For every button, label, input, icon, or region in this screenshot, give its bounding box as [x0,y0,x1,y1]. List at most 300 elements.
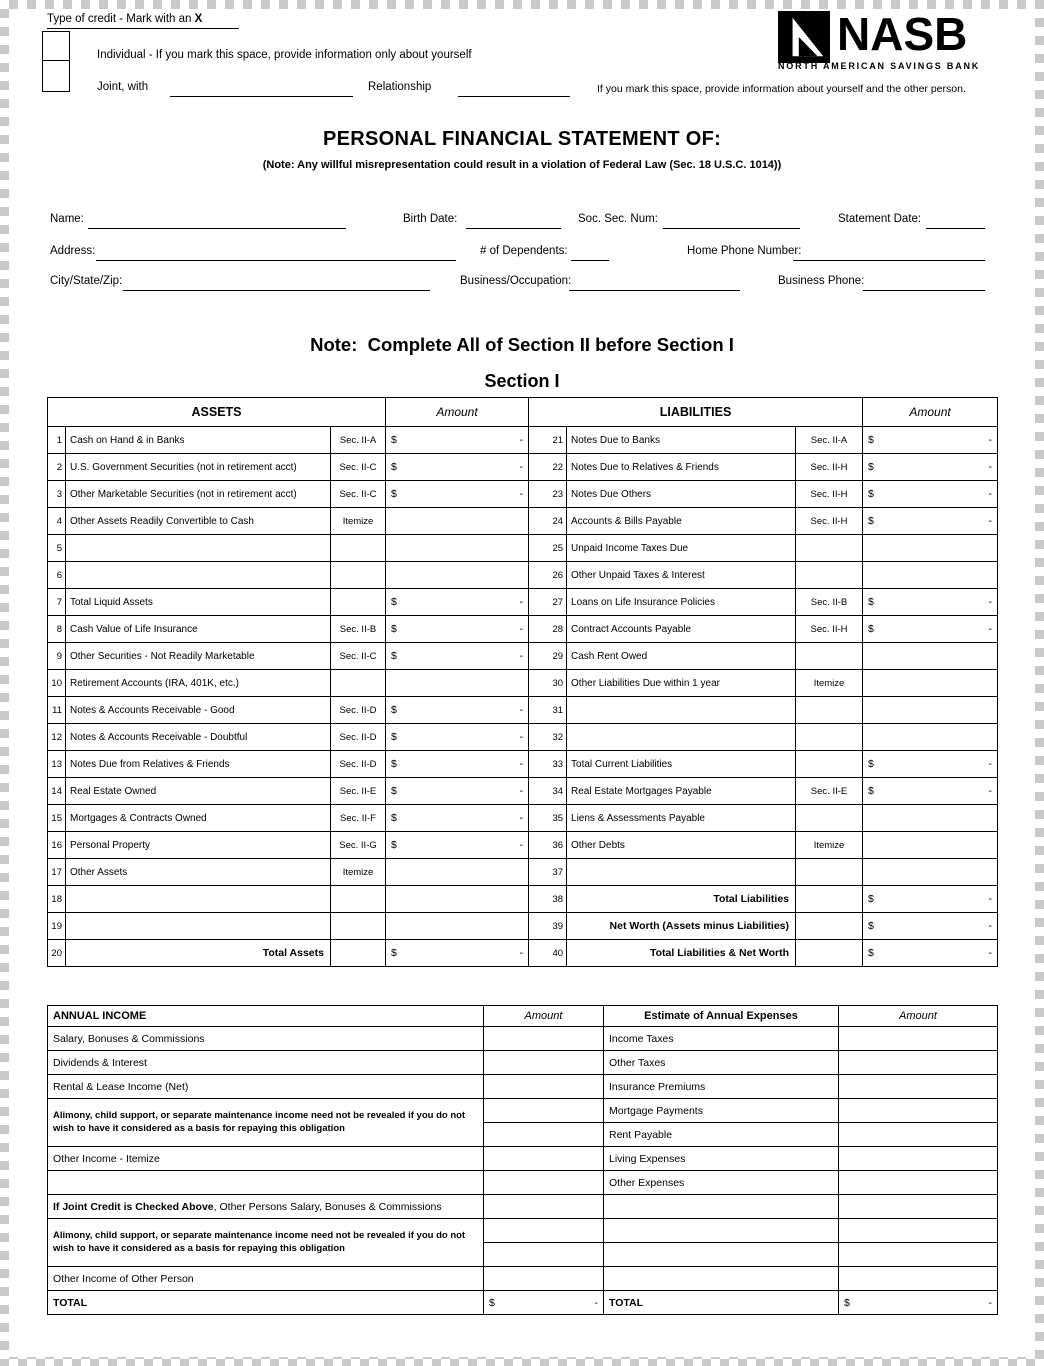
empty-amount-dash: - [519,947,524,959]
expense-amount-cell[interactable] [839,1219,998,1243]
income-row [48,1051,998,1075]
liability-row-label: Notes Due Others [567,481,796,508]
asset-amount-cell[interactable] [386,616,529,643]
expense-label [604,1195,839,1219]
expense-label: Living Expenses [604,1147,839,1171]
section1-row [48,643,998,670]
income-header-row [48,1006,998,1027]
expense-amount-cell[interactable] [839,1195,998,1219]
asset-sec-ref: Sec. II-C [331,643,386,670]
liability-row-label: Net Worth (Assets minus Liabilities) [567,913,796,940]
asset-row-number: 18 [48,886,66,913]
asset-row-number: 14 [48,778,66,805]
relationship-label: Relationship [368,81,432,93]
asset-row-number: 13 [48,751,66,778]
section1-row [48,832,998,859]
income-amount-cell[interactable] [484,1099,604,1123]
empty-amount-dash: - [594,1296,598,1309]
asset-sec-ref [331,886,386,913]
liability-sec-ref: Sec. II-E [796,778,863,805]
liability-row-number: 30 [529,670,567,697]
asset-amount-cell[interactable] [386,913,529,940]
liability-row-label: Other Unpaid Taxes & Interest [567,562,796,589]
asset-amount-cell[interactable] [386,724,529,751]
liability-amount-cell[interactable] [863,697,998,724]
liability-amount-cell[interactable] [863,481,998,508]
relationship-input-line[interactable] [458,96,570,97]
expense-amount-cell[interactable] [839,1075,998,1099]
income-amount-cell[interactable] [484,1291,604,1315]
liability-row-label: Notes Due to Relatives & Friends [567,454,796,481]
dependents-label: # of Dependents: [480,245,568,257]
expense-amount-cell[interactable] [839,1027,998,1051]
liability-sec-ref: Sec. II-H [796,454,863,481]
annual-expenses-header: Estimate of Annual Expenses [604,1006,839,1027]
asset-sec-ref: Sec. II-G [331,832,386,859]
section1-table [47,397,998,967]
asset-row-label [66,913,331,940]
annual-income-expenses-table [47,1005,998,1315]
liability-row-label: Contract Accounts Payable [567,616,796,643]
occupation-label: Business/Occupation: [460,275,572,287]
empty-amount-dash: - [519,650,524,662]
form-page [9,9,1035,1357]
address-input-line[interactable] [96,260,456,261]
expense-amount-cell[interactable] [839,1291,998,1315]
section1-row [48,589,998,616]
empty-amount-dash: - [988,515,993,527]
liability-sec-ref: Itemize [796,832,863,859]
ssn-label: Soc. Sec. Num: [578,213,658,225]
income-label [48,1171,484,1195]
liability-row-label: Real Estate Mortgages Payable [567,778,796,805]
section1-row [48,778,998,805]
individual-checkbox[interactable] [42,31,70,61]
joint-label: Joint, with [97,81,149,93]
liability-row-number: 28 [529,616,567,643]
income-row [48,1171,998,1195]
assets-amount-header: Amount [386,398,529,427]
statement-date-input-line[interactable] [926,228,985,229]
asset-amount-cell[interactable] [386,643,529,670]
liability-sec-ref: Sec. II-H [796,481,863,508]
currency-symbol: $ [391,947,397,959]
section1-table-body [48,427,998,967]
liability-amount-cell[interactable] [863,562,998,589]
nasb-logotype: NASB [837,9,968,60]
asset-sec-ref: Sec. II-B [331,616,386,643]
liability-amount-cell[interactable] [863,886,998,913]
asset-row-label: Other Assets Readily Convertible to Cash [66,508,331,535]
liability-sec-ref [796,940,863,967]
income-label: Alimony, child support, or separate maintenance income need not be revealed if you do not wish to have it considered as a basis for repaying this obligation [48,1219,484,1267]
liability-sec-ref [796,535,863,562]
expense-label [604,1219,839,1243]
nasb-logo-subtext: NORTH AMERICAN SAVINGS BANK [778,61,981,71]
currency-symbol: $ [391,488,397,500]
currency-symbol: $ [391,704,397,716]
asset-row-label: Total Liquid Assets [66,589,331,616]
income-amount-cell[interactable] [484,1147,604,1171]
asset-sec-ref [331,670,386,697]
liability-row-label: Liens & Assessments Payable [567,805,796,832]
liability-amount-cell[interactable] [863,751,998,778]
asset-row-number: 6 [48,562,66,589]
income-label: Other Income of Other Person [48,1267,484,1291]
income-amount-cell[interactable] [484,1027,604,1051]
liability-amount-cell[interactable] [863,508,998,535]
asset-row-label: Notes & Accounts Receivable - Good [66,697,331,724]
dependents-input-line[interactable] [571,260,609,261]
liability-amount-cell[interactable] [863,940,998,967]
name-input-line[interactable] [88,228,346,229]
income-row [48,1027,998,1051]
section1-row [48,697,998,724]
liability-amount-cell[interactable] [863,589,998,616]
assets-header: ASSETS [48,398,386,427]
empty-amount-dash: - [988,461,993,473]
liability-amount-cell[interactable] [863,616,998,643]
income-amount-cell[interactable] [484,1051,604,1075]
asset-sec-ref: Sec. II-F [331,805,386,832]
asset-amount-cell[interactable] [386,778,529,805]
empty-amount-dash: - [988,434,993,446]
expense-label: Other Taxes [604,1051,839,1075]
income-row [48,1195,998,1219]
empty-amount-dash: - [519,812,524,824]
income-amount-cell[interactable] [484,1219,604,1243]
asset-row-label [66,535,331,562]
asset-amount-cell[interactable] [386,940,529,967]
liability-row-number: 38 [529,886,567,913]
income-amount-cell[interactable] [484,1267,604,1291]
liability-sec-ref [796,697,863,724]
asset-row-label [66,562,331,589]
asset-sec-ref: Sec. II-A [331,427,386,454]
business-phone-input-line[interactable] [863,290,985,291]
expense-label: TOTAL [604,1291,839,1315]
liability-row-label: Accounts & Bills Payable [567,508,796,535]
empty-amount-dash: - [988,920,993,932]
liability-row-number: 23 [529,481,567,508]
city-state-zip-label: City/State/Zip: [50,275,123,287]
credit-type-checkboxes [42,31,70,92]
income-row [48,1099,998,1123]
empty-amount-dash: - [988,1296,992,1309]
liability-amount-cell[interactable] [863,670,998,697]
currency-symbol: $ [489,1296,495,1309]
complete-section-note: Note: Complete All of Section II before Section I [310,334,734,355]
liability-row-number: 26 [529,562,567,589]
liability-amount-cell[interactable] [863,454,998,481]
asset-sec-ref: Sec. II-D [331,724,386,751]
occupation-input-line[interactable] [569,290,740,291]
asset-amount-cell[interactable] [386,670,529,697]
empty-amount-dash: - [519,758,524,770]
asset-row-number: 5 [48,535,66,562]
asset-row-number: 20 [48,940,66,967]
currency-symbol: $ [868,461,874,473]
liability-sec-ref [796,643,863,670]
liability-row-number: 21 [529,427,567,454]
expense-amount-cell[interactable] [839,1099,998,1123]
asset-row-label: Retirement Accounts (IRA, 401K, etc.) [66,670,331,697]
liability-amount-cell[interactable] [863,427,998,454]
expense-label [604,1267,839,1291]
liability-row-label: Other Liabilities Due within 1 year [567,670,796,697]
asset-sec-ref [331,535,386,562]
empty-amount-dash: - [519,623,524,635]
asset-amount-cell[interactable] [386,427,529,454]
liability-row-number: 36 [529,832,567,859]
income-row [48,1147,998,1171]
individual-label: Individual - If you mark this space, provide information only about yourself [97,49,472,61]
asset-row-label: Mortgages & Contracts Owned [66,805,331,832]
liability-row-number: 24 [529,508,567,535]
asset-row-label [66,886,331,913]
liability-sec-ref: Sec. II-B [796,589,863,616]
liability-amount-cell[interactable] [863,913,998,940]
liability-amount-cell[interactable] [863,535,998,562]
liability-amount-cell[interactable] [863,643,998,670]
liability-row-number: 25 [529,535,567,562]
asset-row-label: U.S. Government Securities (not in retirement acct) [66,454,331,481]
asset-row-number: 2 [48,454,66,481]
asset-row-label: Real Estate Owned [66,778,331,805]
liability-row-number: 33 [529,751,567,778]
asset-row-number: 7 [48,589,66,616]
liability-row-number: 39 [529,913,567,940]
liability-sec-ref [796,805,863,832]
liability-sec-ref: Itemize [796,670,863,697]
liabilities-amount-header: Amount [863,398,998,427]
asset-amount-cell[interactable] [386,832,529,859]
birth-date-label: Birth Date: [403,213,458,225]
liability-row-label: Cash Rent Owed [567,643,796,670]
section1-row [48,616,998,643]
currency-symbol: $ [868,434,874,446]
expense-amount-cell[interactable] [839,1051,998,1075]
liability-sec-ref [796,886,863,913]
section1-row [48,751,998,778]
income-table-body [48,1027,998,1315]
empty-amount-dash: - [988,758,993,770]
currency-symbol: $ [391,461,397,473]
empty-amount-dash: - [988,947,993,959]
liability-row-label: Total Current Liabilities [567,751,796,778]
section1-row [48,508,998,535]
asset-sec-ref: Sec. II-C [331,454,386,481]
liability-sec-ref: Sec. II-H [796,508,863,535]
asset-sec-ref: Itemize [331,508,386,535]
section1-row [48,562,998,589]
asset-row-number: 15 [48,805,66,832]
asset-amount-cell[interactable] [386,508,529,535]
asset-amount-cell[interactable] [386,859,529,886]
section1-row [48,940,998,967]
asset-amount-cell[interactable] [386,751,529,778]
liability-sec-ref [796,859,863,886]
asset-row-number: 4 [48,508,66,535]
asset-amount-cell[interactable] [386,697,529,724]
currency-symbol: $ [868,785,874,797]
asset-amount-cell[interactable] [386,886,529,913]
liability-row-number: 34 [529,778,567,805]
currency-symbol: $ [391,596,397,608]
liability-sec-ref [796,751,863,778]
empty-amount-dash: - [519,434,524,446]
income-label [48,1195,484,1219]
asset-amount-cell[interactable] [386,535,529,562]
expense-amount-cell[interactable] [839,1123,998,1147]
empty-amount-dash: - [988,785,993,797]
empty-amount-dash: - [988,623,993,635]
section1-row [48,886,998,913]
asset-amount-cell[interactable] [386,589,529,616]
asset-amount-cell[interactable] [386,481,529,508]
expense-label: Insurance Premiums [604,1075,839,1099]
asset-row-label: Personal Property [66,832,331,859]
expenses-amount-header: Amount [839,1006,998,1027]
city-state-zip-input-line[interactable] [123,290,430,291]
liability-row-number: 29 [529,643,567,670]
business-phone-label: Business Phone: [778,275,865,287]
currency-symbol: $ [391,785,397,797]
liability-amount-cell[interactable] [863,859,998,886]
liability-sec-ref [796,562,863,589]
liability-row-label: Unpaid Income Taxes Due [567,535,796,562]
asset-row-label: Cash Value of Life Insurance [66,616,331,643]
asset-sec-ref [331,913,386,940]
currency-symbol: $ [391,812,397,824]
section1-header-row [48,398,998,427]
section1-row [48,481,998,508]
currency-symbol: $ [391,434,397,446]
income-amount-cell[interactable] [484,1171,604,1195]
expense-label [604,1243,839,1267]
address-label: Address: [50,245,96,257]
expense-amount-cell[interactable] [839,1171,998,1195]
liability-sec-ref: Sec. II-A [796,427,863,454]
name-label: Name: [50,213,84,225]
asset-row-label: Cash on Hand & in Banks [66,427,331,454]
liability-row-number: 31 [529,697,567,724]
section1-row [48,724,998,751]
income-amount-cell[interactable] [484,1243,604,1267]
asset-row-number: 19 [48,913,66,940]
liability-row-label: Loans on Life Insurance Policies [567,589,796,616]
section1-heading: Section I [484,371,560,391]
asset-row-label: Notes Due from Relatives & Friends [66,751,331,778]
joint-with-input-line[interactable] [170,96,353,97]
currency-symbol: $ [391,623,397,635]
asset-amount-cell[interactable] [386,454,529,481]
currency-symbol: $ [868,596,874,608]
expense-amount-cell[interactable] [839,1267,998,1291]
currency-symbol: $ [868,515,874,527]
home-phone-input-line[interactable] [793,260,985,261]
joint-checkbox[interactable] [42,60,70,92]
liability-row-number: 32 [529,724,567,751]
income-label-part: , Other Persons Salary, Bonuses & Commissions [213,1200,442,1213]
liability-sec-ref: Sec. II-H [796,616,863,643]
income-amount-cell[interactable] [484,1195,604,1219]
expense-label: Income Taxes [604,1027,839,1051]
joint-note: If you mark this space, provide information about yourself and the other person. [597,83,966,95]
home-phone-label: Home Phone Number: [687,245,802,257]
currency-symbol: $ [391,758,397,770]
asset-row-label: Other Assets [66,859,331,886]
liability-amount-cell[interactable] [863,832,998,859]
asset-row-number: 12 [48,724,66,751]
income-label: Rental & Lease Income (Net) [48,1075,484,1099]
income-row [48,1219,998,1243]
asset-row-number: 9 [48,643,66,670]
asset-row-number: 8 [48,616,66,643]
empty-amount-dash: - [988,893,993,905]
expense-amount-cell[interactable] [839,1243,998,1267]
liability-row-label: Other Debts [567,832,796,859]
asset-sec-ref: Sec. II-D [331,751,386,778]
currency-symbol: $ [391,731,397,743]
currency-symbol: $ [868,893,874,905]
asset-row-number: 11 [48,697,66,724]
currency-symbol: $ [868,488,874,500]
section1-row [48,427,998,454]
asset-sec-ref: Sec. II-D [331,697,386,724]
ssn-input-line[interactable] [663,228,800,229]
expense-label: Rent Payable [604,1123,839,1147]
liability-amount-cell[interactable] [863,805,998,832]
empty-amount-dash: - [519,704,524,716]
currency-symbol: $ [844,1296,850,1309]
income-amount-cell[interactable] [484,1075,604,1099]
empty-amount-dash: - [519,461,524,473]
liability-row-label [567,724,796,751]
page-subtitle: (Note: Any willful misrepresentation could result in a violation of Federal Law (Sec. 18 U.S.C. 1014)) [262,159,782,171]
statement-date-label: Statement Date: [838,213,922,225]
asset-sec-ref [331,589,386,616]
income-row [48,1075,998,1099]
liability-row-number: 40 [529,940,567,967]
income-amount-cell[interactable] [484,1123,604,1147]
liability-amount-cell[interactable] [863,778,998,805]
section1-row [48,535,998,562]
page-title: PERSONAL FINANCIAL STATEMENT OF: [322,128,722,150]
expense-label: Mortgage Payments [604,1099,839,1123]
asset-row-number: 1 [48,427,66,454]
currency-symbol: $ [868,758,874,770]
asset-row-number: 3 [48,481,66,508]
income-label-part: If Joint Credit is Checked Above [53,1200,214,1213]
liability-row-label: Total Liabilities [567,886,796,913]
section1-row [48,454,998,481]
asset-amount-cell[interactable] [386,562,529,589]
asset-sec-ref [331,562,386,589]
expense-amount-cell[interactable] [839,1147,998,1171]
empty-amount-dash: - [988,488,993,500]
asset-row-label: Total Assets [66,940,331,967]
liability-amount-cell[interactable] [863,724,998,751]
asset-row-label: Notes & Accounts Receivable - Doubtful [66,724,331,751]
asset-sec-ref: Itemize [331,859,386,886]
asset-amount-cell[interactable] [386,805,529,832]
birth-date-input-line[interactable] [466,228,561,229]
section1-row [48,913,998,940]
asset-sec-ref: Sec. II-C [331,481,386,508]
liability-sec-ref [796,913,863,940]
nasb-logo [778,11,830,63]
